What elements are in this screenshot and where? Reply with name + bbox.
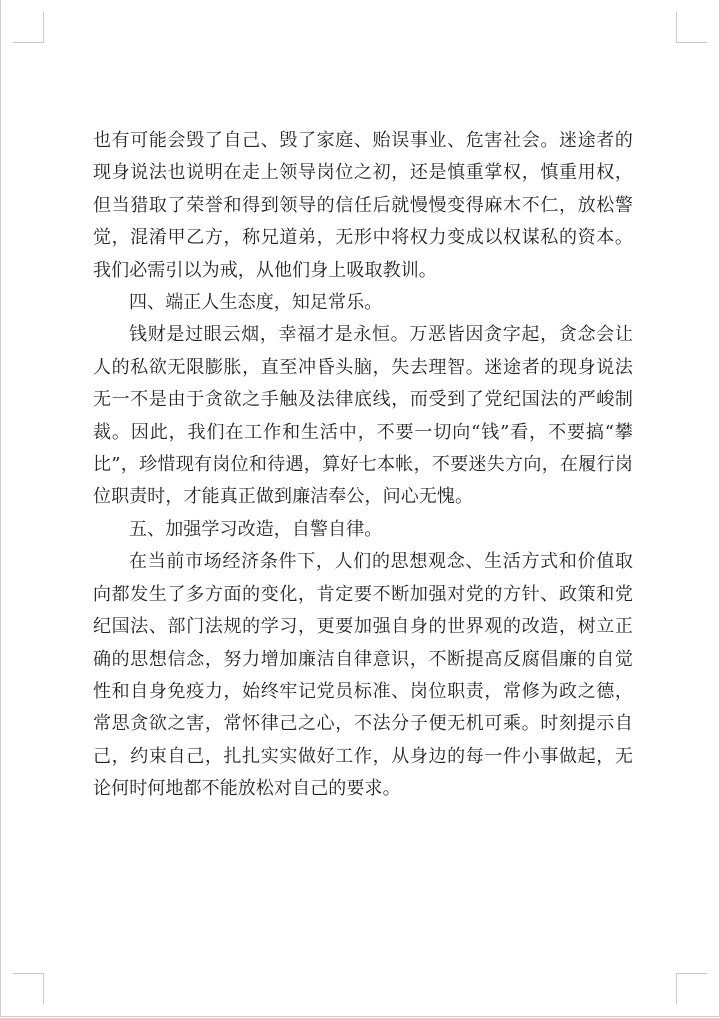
paragraph-section-five: 在当前市场经济条件下，人们的思想观念、生活方式和价值取向都发生了多方面的变化，肯定要不断加强对党的方针、政策和党纪国法、部门法规的学习，更要加强自身的世界观的改造，树立正确的思想信念，努力增加廉洁自律意识，不断提高反腐倡廉的自觉性和自身免疫力，始终牢记党员标准、岗位职责，常修为政之德，常思贪欲之害，常怀律己之心，不法分子便无机可乘。时刻提示自己，约束自己，扎扎实实做好工作，从身边的每一件小事做起，无论何时何地都不能放松对自己的要求。 — [93, 551, 633, 800]
crop-mark-bottom-left — [13, 973, 44, 1004]
crop-mark-bottom-right — [676, 973, 707, 1004]
crop-mark-top-left — [13, 12, 44, 43]
paragraph-continuation: 也有可能会毁了自己、毁了家庭、贻误事业、危害社会。迷途者的现身说法也说明在走上领导岗位之初，还是慎重掌权，慎重用权，但当猎取了荣誉和得到领导的信任后就慢慢变得麻木不仁，放松警觉，混淆甲乙方，称兄道弟，无形中将权力变成以权谋私的资本。我们必需引以为戒，从他们身上吸取教训。 — [93, 130, 633, 281]
paragraph-section-four: 钱财是过眼云烟，幸福才是永恒。万恶皆因贪字起，贪念会让人的私欲无限膨胀，直至冲昏头脑，失去理智。迷途者的现身说法无一不是由于贪欲之手触及法律底线，而受到了党纪国法的严峻制裁。因此，我们在工作和生活中，不要一切向“钱”看，不要搞“攀比”，珍惜现有岗位和待遇，算好七本帐，不要迷失方向，在履行岗位职责时，才能真正做到廉洁奉公，问心无愧。 — [93, 324, 633, 508]
heading-section-five: 五、加强学习改造，自警自律。 — [129, 518, 383, 540]
heading-section-four: 四、端正人生态度，知足常乐。 — [129, 292, 383, 314]
crop-mark-top-right — [676, 12, 707, 43]
body-text — [93, 125, 633, 806]
